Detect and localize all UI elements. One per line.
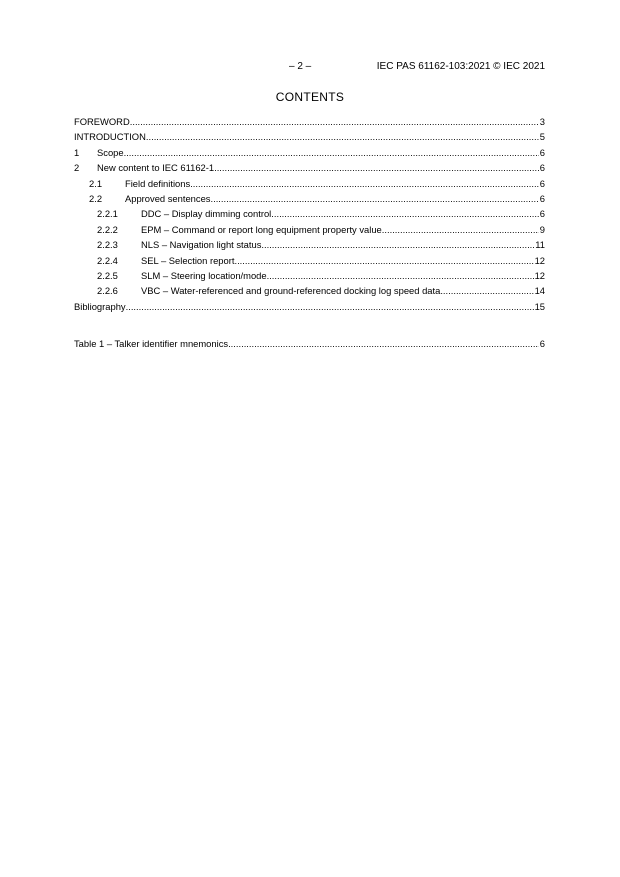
- toc-entry-title: FOREWORD: [74, 116, 130, 127]
- toc-entry-title: Field definitions: [125, 177, 191, 189]
- toc-leader-dots: [382, 222, 539, 237]
- toc-leader-dots: [124, 145, 539, 160]
- document-reference: IEC PAS 61162-103:2021 © IEC 2021: [376, 61, 545, 72]
- toc-entry-page: 12: [534, 269, 545, 281]
- toc-entry-foreword[interactable]: [74, 114, 545, 129]
- toc-entry-new-content[interactable]: [74, 160, 545, 175]
- toc-leader-dots: [234, 253, 533, 268]
- toc-entry-approved-sentences[interactable]: [74, 191, 545, 206]
- toc-entry-title: INTRODUCTION: [74, 131, 146, 143]
- toc-entry-vbc[interactable]: [74, 283, 545, 298]
- toc-entry-page: 5: [539, 131, 545, 143]
- page-number-label: – 2 –: [289, 61, 312, 72]
- table-of-contents: [74, 114, 545, 314]
- toc-entry-number: 1: [74, 146, 80, 158]
- toc-entry-epm[interactable]: [74, 222, 545, 237]
- toc-entry-title: NLS – Navigation light status: [141, 239, 262, 251]
- toc-entry-title: SLM – Steering location/mode: [141, 269, 267, 281]
- toc-entry-title: Bibliography: [74, 300, 126, 312]
- toc-entry-title: Approved sentences: [125, 192, 211, 204]
- toc-leader-dots: [440, 283, 533, 298]
- toc-entry-nls[interactable]: [74, 237, 545, 252]
- list-of-tables: [74, 336, 545, 351]
- toc-entry-page: 6: [539, 177, 545, 189]
- toc-entry-field-definitions[interactable]: [74, 176, 545, 191]
- toc-entry-number: 2.2.5: [97, 269, 118, 281]
- toc-entry-number: 2.2.4: [97, 254, 118, 266]
- toc-leader-dots: [126, 299, 534, 314]
- toc-entry-title: DDC – Display dimming control: [141, 208, 272, 220]
- toc-entry-page: 11: [535, 239, 545, 251]
- toc-entry-sel[interactable]: [74, 253, 545, 268]
- toc-leader-dots: [210, 191, 538, 206]
- toc-leader-dots: [190, 176, 539, 191]
- toc-entry-title: VBC – Water-referenced and ground-referenced docking log speed data: [141, 285, 441, 297]
- page-header: [0, 61, 620, 75]
- toc-entry-number: 2: [74, 162, 80, 174]
- toc-entry-page: 6: [539, 192, 545, 204]
- toc-entry-page: 9: [539, 223, 545, 235]
- toc-entry-introduction[interactable]: [74, 129, 545, 144]
- toc-leader-dots: [267, 268, 534, 283]
- toc-entry-number: 2.2: [89, 192, 103, 204]
- toc-entry-scope[interactable]: [74, 145, 545, 160]
- toc-entry-page: 12: [534, 254, 545, 266]
- toc-entry-title: Scope: [97, 146, 124, 158]
- toc-entry-slm[interactable]: [74, 268, 545, 283]
- toc-leader-dots: [271, 206, 539, 221]
- toc-leader-dots: [214, 160, 539, 175]
- toc-leader-dots: [130, 114, 539, 129]
- toc-entry-page: 6: [539, 208, 545, 220]
- toc-entry-page: 6: [539, 146, 545, 158]
- toc-leader-dots: [261, 237, 534, 252]
- toc-entry-number: 2.2.3: [97, 239, 118, 251]
- toc-entry-title: New content to IEC 61162-1: [97, 162, 215, 174]
- toc-leader-dots: [228, 336, 539, 351]
- toc-entry-page: 6: [539, 162, 545, 174]
- toc-entry-ddc[interactable]: [74, 206, 545, 221]
- toc-entry-bibliography[interactable]: [74, 299, 545, 314]
- toc-entry-page: 15: [534, 300, 545, 312]
- toc-entry-number: 2.1: [89, 177, 103, 189]
- table-entry-talker-identifiers[interactable]: [74, 336, 545, 351]
- toc-leader-dots: [146, 129, 539, 144]
- table-entry-title: Table 1 – Talker identifier mnemonics: [74, 338, 229, 349]
- toc-entry-number: 2.2.1: [97, 208, 118, 220]
- toc-entry-number: 2.2.6: [97, 285, 118, 297]
- toc-entry-title: EPM – Command or report long equipment property value: [141, 223, 382, 235]
- table-entry-page: 6: [539, 338, 545, 349]
- toc-entry-title: SEL – Selection report: [141, 254, 235, 266]
- toc-entry-page: 3: [539, 116, 545, 127]
- contents-title: CONTENTS: [275, 90, 345, 104]
- toc-entry-number: 2.2.2: [97, 223, 118, 235]
- toc-entry-page: 14: [534, 285, 545, 297]
